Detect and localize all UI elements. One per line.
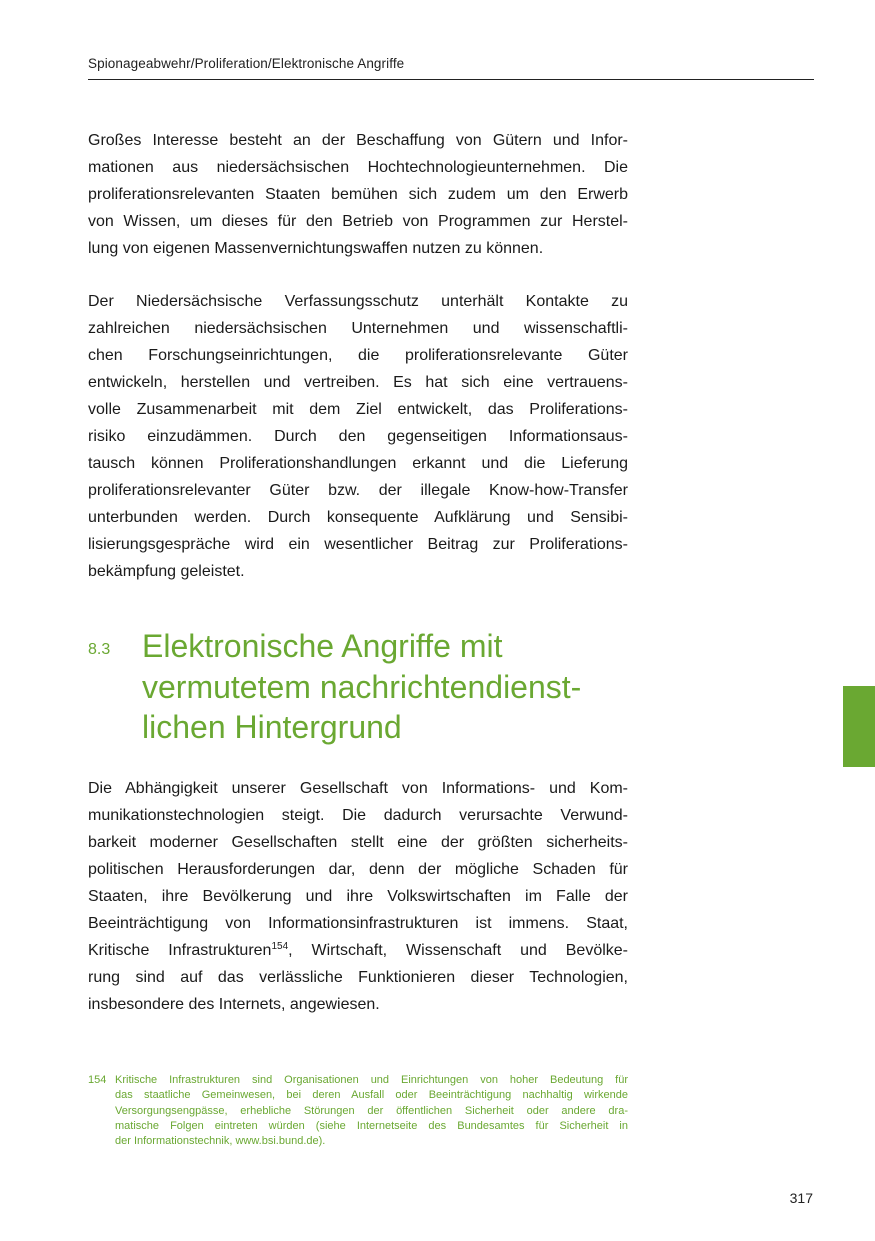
footnote-number: 154	[88, 1074, 107, 1086]
text-line: volle Zusammenarbeit mit dem Ziel entwickelt, das Proliferations-	[88, 401, 628, 418]
chapter-marker-tab	[843, 686, 875, 767]
text-segment: Kritische Infrastrukturen	[88, 942, 272, 959]
heading-line: lichen Hintergrund	[142, 709, 402, 745]
text-line: unterbunden werden. Durch konsequente Aufklärung und Sensibi-	[88, 509, 628, 526]
text-line: zahlreichen niedersächsischen Unternehmen und wissenschaftli-	[88, 320, 628, 337]
running-head-title: Spionageabwehr/Proliferation/Elektronische Angriffe	[88, 56, 405, 71]
text-line: Beeinträchtigung von Informationsinfrastrukturen ist immens. Staat,	[88, 915, 628, 932]
footnote-line: das staatliche Gemeinwesen, bei deren Ausfall oder Beeinträchtigung nachhaltig wirkende	[115, 1089, 628, 1102]
section-number: 8.3	[88, 641, 111, 658]
text-line: lung von eigenen Massenvernichtungswaffen nutzen zu können.	[88, 240, 544, 257]
text-line: barkeit moderner Gesellschaften stellt eine der größten sicherheits-	[88, 834, 628, 851]
page-number: 317	[789, 1190, 813, 1206]
text-line: proliferationsrelevanten Staaten bemühen sich zudem um den Erwerb	[88, 186, 628, 203]
text-line: risiko einzudämmen. Durch den gegenseitigen Informationsaus-	[88, 428, 628, 445]
footnote-line: matische Folgen eintreten würden (siehe Internetseite des Bundesamtes für Sicherheit in	[115, 1119, 628, 1132]
text-line-with-footnote-ref	[88, 937, 628, 964]
footnote-line: Kritische Infrastrukturen sind Organisationen und Einrichtungen von hoher Bedeutung für	[115, 1074, 628, 1086]
header-rule	[88, 79, 814, 80]
footnote-line: Versorgungsengpässe, erhebliche Störungen der öffentlichen Sicherheit oder andere dra-	[115, 1104, 628, 1117]
text-line: munikationstechnologien steigt. Die dadurch verursachte Verwund-	[88, 807, 628, 824]
text-line: rung sind auf das verlässliche Funktionieren dieser Technologien,	[88, 969, 628, 986]
text-line: bekämpfung geleistet.	[88, 563, 245, 580]
footnote-text	[115, 1073, 628, 1149]
text-line: entwickeln, herstellen und vertreiben. Es hat sich eine vertrauens-	[88, 374, 628, 391]
text-line: Staaten, ihre Bevölkerung und ihre Volkswirtschaften im Falle der	[88, 888, 628, 905]
section-heading	[142, 626, 662, 748]
text-line: politischen Herausforderungen dar, denn der mögliche Schaden für	[88, 861, 628, 878]
paragraph-cooperation	[88, 288, 628, 585]
heading-line: vermutetem nachrichtendienst-	[142, 668, 582, 705]
text-line: lisierungsgespräche wird ein wesentlicher Beitrag zur Proliferations-	[88, 536, 628, 553]
text-line: proliferationsrelevanter Güter bzw. der illegale Know-how-Transfer	[88, 482, 628, 499]
text-line: mationen aus niedersächsischen Hochtechnologieunternehmen. Die	[88, 159, 628, 176]
text-line: von Wissen, um dieses für den Betrieb von Programmen zur Herstel-	[88, 213, 628, 230]
text-line: Die Abhängigkeit unserer Gesellschaft von Informations- und Kom-	[88, 780, 628, 797]
text-line: insbesondere des Internets, angewiesen.	[88, 996, 380, 1013]
text-line: Großes Interesse besteht an der Beschaffung von Gütern und Infor-	[88, 132, 628, 149]
text-segment: , Wirtschaft, Wissenschaft und Bevölke-	[288, 942, 629, 959]
heading-line: Elektronische Angriffe mit	[142, 628, 503, 664]
paragraph-ict-dependency	[88, 775, 628, 1018]
footnote	[88, 1073, 628, 1149]
text-line: Der Niedersächsische Verfassungsschutz unterhält Kontakte zu	[88, 293, 628, 310]
text-line: tausch können Proliferationshandlungen erkannt und die Lieferung	[88, 455, 628, 472]
paragraph-procurement-interest	[88, 127, 628, 262]
footnote-line: der Informationstechnik, www.bsi.bund.de).	[115, 1135, 326, 1148]
text-line: chen Forschungseinrichtungen, die proliferationsrelevante Güter	[88, 347, 628, 364]
footnote-reference[interactable]: 154	[271, 941, 289, 952]
